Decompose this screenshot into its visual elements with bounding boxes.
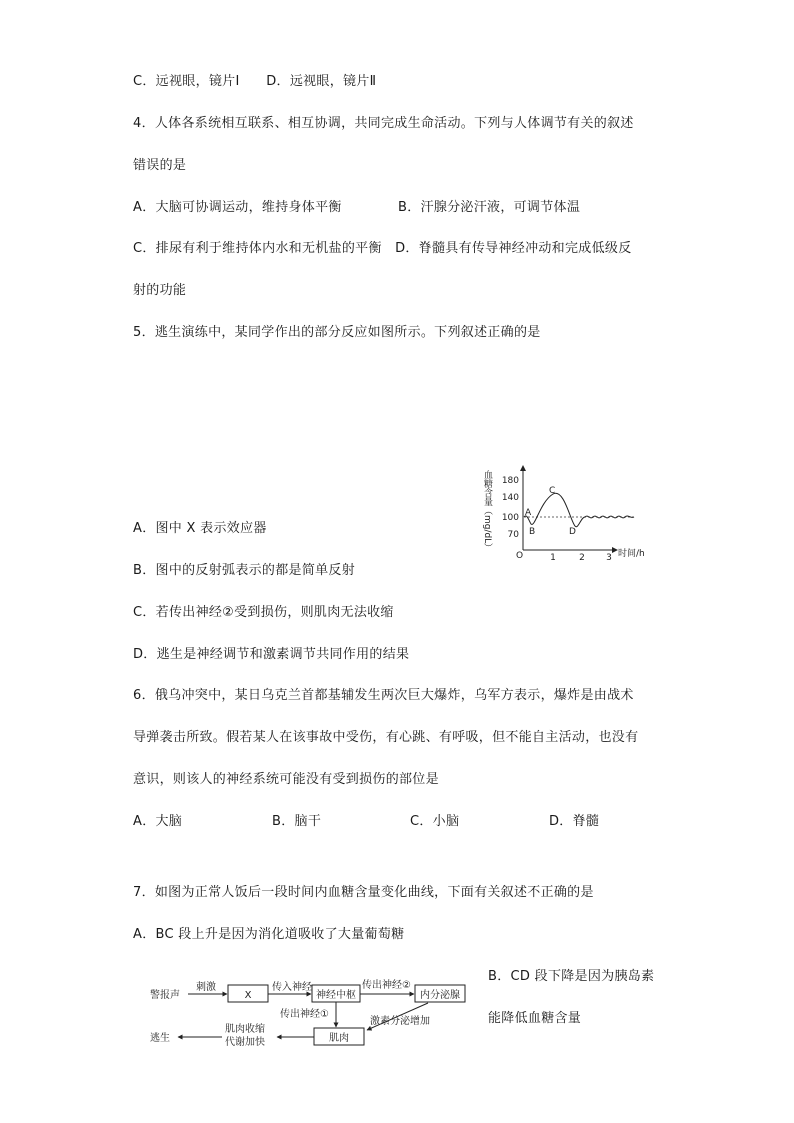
reflex-flow-diagram xyxy=(148,974,480,1058)
question-5-stem: 5．逃生演练中，某同学作出的部分反应如图所示。下列叙述正确的是 xyxy=(133,325,541,340)
question-4-option-b: B．汗腺分泌汗液，可调节体温 xyxy=(398,200,581,215)
point-label-c: C xyxy=(549,486,556,496)
question-6-stem-1: 6．俄乌冲突中，某日乌克兰首都基辅发生两次巨大爆炸，乌军方表示，爆炸是由战术 xyxy=(133,688,634,703)
node-escape: 逃生 xyxy=(150,1033,170,1044)
chart-xlabel: 时间/h xyxy=(618,549,645,559)
question-7-option-a: A．BC 段上升是因为消化道吸收了大量葡萄糖 xyxy=(133,927,405,942)
node-x: X xyxy=(244,990,252,1001)
ytick-180: 180 xyxy=(501,476,519,486)
glucose-curve xyxy=(524,493,634,527)
ytick-70: 70 xyxy=(507,530,519,540)
question-5-option-d: D．逃生是神经调节和激素调节共同作用的结果 xyxy=(133,647,410,662)
point-label-b: B xyxy=(529,527,536,537)
question-6-option-b: B．脑干 xyxy=(272,814,322,829)
question-4-option-a: A．大脑可协调运动，维持身体平衡 xyxy=(133,200,342,215)
point-label-d: D xyxy=(569,527,576,537)
xtick-2: 2 xyxy=(579,553,585,560)
ytick-140: 140 xyxy=(501,493,519,503)
question-6-option-c: C．小脑 xyxy=(410,814,460,829)
node-endocrine-gland: 内分泌腺 xyxy=(420,990,460,1001)
question-6-stem-3: 意识，则该人的神经系统可能没有受到损伤的部位是 xyxy=(133,772,439,787)
edge-label-efferent-2: 传出神经② xyxy=(362,980,411,991)
question-4-option-d-cont: 射的功能 xyxy=(133,283,187,298)
question-7-option-b-1: B．CD 段下降是因为胰岛素 xyxy=(488,969,655,984)
question-4-stem-2: 错误的是 xyxy=(133,158,187,173)
blood-glucose-chart xyxy=(478,464,678,560)
edge-label-efferent-1: 传出神经① xyxy=(280,1009,329,1020)
question-5-option-c: C．若传出神经②受到损伤，则肌肉无法收缩 xyxy=(133,605,394,620)
question-5-option-a: A．图中 X 表示效应器 xyxy=(133,521,267,536)
edge-label-stimulate: 刺激 xyxy=(196,982,216,993)
question-7-stem: 7．如图为正常人饭后一段时间内血糖含量变化曲线，下面有关叙述不正确的是 xyxy=(133,885,594,900)
xtick-3: 3 xyxy=(606,553,612,560)
line-q3-options: C．远视眼，镜片Ⅰ D．远视眼，镜片Ⅱ xyxy=(133,74,377,89)
question-6-stem-2: 导弹袭击所致。假若某人在该事故中受伤，有心跳、有呼吸，但不能自主活动，也没有 xyxy=(133,730,639,745)
chart-ylabel: 血糖含量（mg/dL） xyxy=(482,470,492,553)
question-6-option-a: A．大脑 xyxy=(133,814,183,829)
node-alarm-sound: 警报声 xyxy=(150,990,180,1001)
xtick-1: 1 xyxy=(550,553,556,560)
question-7-option-b-2: 能降低血糖含量 xyxy=(488,1011,582,1026)
edge-label-afferent: 传入神经 xyxy=(272,982,312,993)
question-5-option-b: B．图中的反射弧表示的都是简单反射 xyxy=(133,563,356,578)
node-muscle: 肌肉 xyxy=(329,1033,349,1044)
y-axis-arrow xyxy=(520,465,526,471)
question-4-option-cd: C．排尿有利于维持体内水和无机盐的平衡 D．脊髓具有传导神经冲动和完成低级反 xyxy=(133,241,632,256)
point-label-a: A xyxy=(525,508,532,518)
node-nerve-center: 神经中枢 xyxy=(316,990,356,1001)
node-metabolism-up: 代谢加快 xyxy=(225,1037,265,1048)
ytick-100: 100 xyxy=(501,513,519,523)
chart-origin: O xyxy=(516,551,524,560)
question-6-option-d: D．脊髓 xyxy=(549,814,600,829)
node-muscle-contract: 肌肉收缩 xyxy=(225,1024,265,1035)
question-4-stem-1: 4．人体各系统相互联系、相互协调，共同完成生命活动。下列与人体调节有关的叙述 xyxy=(133,116,634,131)
edge-label-hormone: 激素分泌增加 xyxy=(370,1016,430,1027)
